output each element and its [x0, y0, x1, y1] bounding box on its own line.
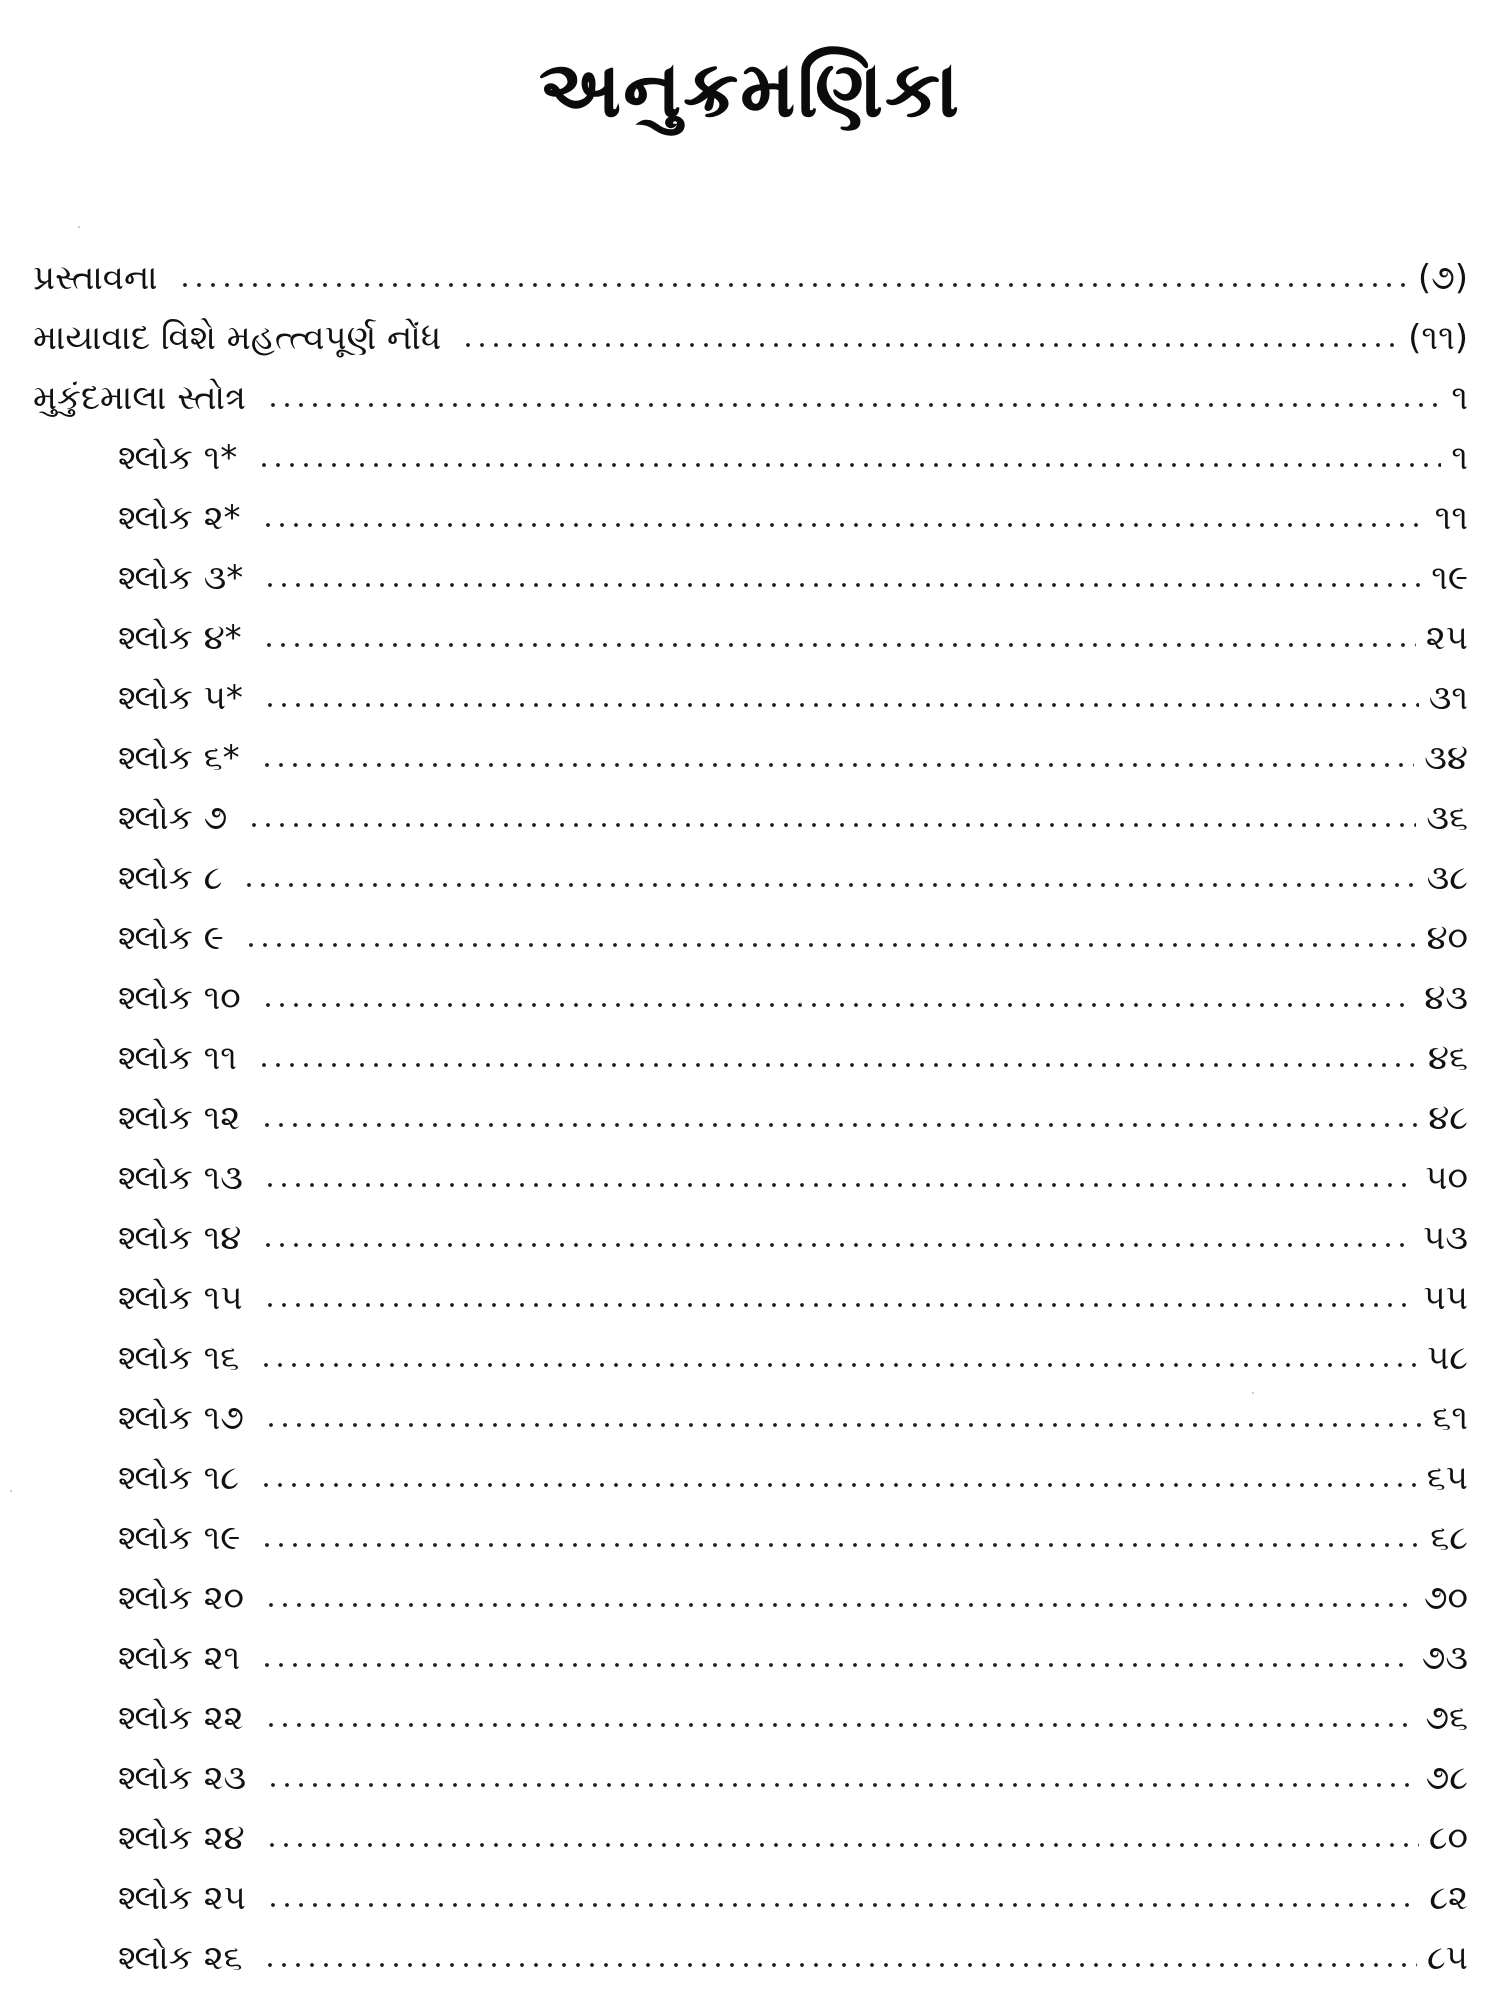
- toc-sloka-page: ૨૫: [1425, 618, 1468, 658]
- toc-entry-page: ૧: [1451, 378, 1468, 418]
- toc-sloka-entry[interactable]: [118, 1750, 1468, 1806]
- dot-leader: [242, 883, 1416, 887]
- toc-sloka-label: શ્લોક ૪*: [118, 618, 242, 658]
- toc-sloka-label: શ્લોક ૬*: [118, 738, 240, 778]
- toc-sloka-entry[interactable]: [118, 610, 1468, 666]
- toc-sloka-label: શ્લોક ૨૧: [118, 1638, 241, 1678]
- dot-leader: [244, 943, 1417, 947]
- dot-leader: [260, 1543, 1420, 1547]
- toc-sloka-entry[interactable]: [118, 1450, 1468, 1506]
- dot-leader: [265, 1843, 1419, 1847]
- toc-sloka-page: ૧૧: [1434, 498, 1468, 538]
- dot-leader: [178, 283, 1408, 287]
- dot-leader: [264, 1603, 1414, 1607]
- dot-leader: [263, 583, 1421, 587]
- dot-leader: [259, 1483, 1417, 1487]
- toc-sloka-entry[interactable]: [118, 550, 1468, 606]
- toc-entry-mayavada-note[interactable]: [33, 310, 1468, 366]
- toc-sloka-page: ૭૩: [1421, 1638, 1468, 1678]
- toc-sloka-page: ૬૫: [1426, 1458, 1468, 1498]
- dot-leader: [257, 1063, 1418, 1067]
- toc-sloka-page: ૩૪: [1424, 738, 1468, 778]
- toc-sloka-label: શ્લોક ૧૨: [118, 1098, 241, 1138]
- toc-sloka-page: ૩૮: [1426, 858, 1468, 898]
- toc-sloka-entry[interactable]: [118, 490, 1468, 546]
- toc-sloka-label: શ્લોક ૩*: [118, 558, 244, 598]
- toc-sloka-page: ૪૮: [1428, 1098, 1468, 1138]
- toc-sloka-label: શ્લોક ૧૫: [118, 1278, 243, 1318]
- toc-sloka-label: શ્લોક ૧૦: [118, 978, 241, 1018]
- toc-sloka-page: ૧૯: [1431, 558, 1468, 598]
- toc-sloka-page: ૭૬: [1425, 1698, 1468, 1738]
- toc-sloka-label: શ્લોક ૨૬: [118, 1938, 243, 1978]
- toc-sloka-label: શ્લોક ૧*: [118, 438, 238, 478]
- toc-sloka-page: ૩૬: [1426, 798, 1468, 838]
- toc-sloka-entry[interactable]: [118, 1150, 1468, 1206]
- toc-entry-preface[interactable]: [33, 250, 1468, 306]
- toc-sloka-entry[interactable]: [118, 790, 1468, 846]
- toc-entry-page: (૧૧): [1408, 318, 1468, 358]
- dot-leader: [263, 1183, 1415, 1187]
- toc-sloka-label: શ્લોક ૨૨: [118, 1698, 244, 1738]
- toc-sloka-label: શ્લોક ૧૬: [118, 1338, 240, 1378]
- toc-sloka-label: શ્લોક ૨૪: [118, 1818, 245, 1858]
- toc-sloka-page: ૩૧: [1428, 678, 1468, 718]
- toc-sloka-entry[interactable]: [118, 1270, 1468, 1326]
- toc-sloka-entry[interactable]: [118, 1390, 1468, 1446]
- toc-sloka-page: ૬૮: [1430, 1518, 1468, 1558]
- dot-leader: [266, 1903, 1419, 1907]
- toc-sloka-label: શ્લોક ૧૧: [118, 1038, 237, 1078]
- scan-speck: [800, 1002, 802, 1004]
- toc-sloka-entry[interactable]: [118, 1090, 1468, 1146]
- toc-sloka-entry[interactable]: [118, 850, 1468, 906]
- toc-sloka-entry[interactable]: [118, 430, 1468, 486]
- dot-leader: [261, 1003, 1415, 1007]
- toc-sloka-page: ૪૦: [1426, 918, 1468, 958]
- toc-sloka-page: ૪૬: [1427, 1038, 1468, 1078]
- toc-sloka-page: ૫૩: [1423, 1218, 1468, 1258]
- toc-sloka-label: શ્લોક ૧૮: [118, 1458, 239, 1498]
- toc-sloka-label: શ્લોક ૯: [118, 918, 224, 958]
- toc-sloka-page: ૭૮: [1425, 1758, 1468, 1798]
- toc-sloka-page: ૫૫: [1423, 1278, 1468, 1318]
- toc-sloka-label: શ્લોક ૭: [118, 798, 228, 838]
- dot-leader: [263, 703, 1419, 707]
- toc-sloka-label: શ્લોક ૧૪: [118, 1218, 242, 1258]
- toc-sloka-entry[interactable]: [118, 730, 1468, 786]
- dot-leader: [264, 1723, 1416, 1727]
- toc-sloka-page: ૮૫: [1426, 1938, 1468, 1978]
- toc-sloka-page: ૮૨: [1429, 1878, 1468, 1918]
- toc-sloka-entry[interactable]: [118, 910, 1468, 966]
- toc-sloka-label: શ્લોક ૨૦: [118, 1578, 244, 1618]
- dot-leader: [261, 523, 1425, 527]
- toc-entry-mukunda-mala[interactable]: [33, 370, 1468, 426]
- dot-leader: [264, 1423, 1422, 1427]
- toc-sloka-page: ૫૮: [1426, 1338, 1468, 1378]
- dot-leader: [257, 463, 1441, 467]
- scan-speck: [10, 1490, 12, 1492]
- toc-sloka-entry[interactable]: [118, 1630, 1468, 1686]
- dot-leader: [260, 1663, 1412, 1667]
- dot-leader: [247, 823, 1416, 827]
- toc-sloka-page: ૪૩: [1424, 978, 1468, 1018]
- toc-sloka-label: શ્લોક ૧૯: [118, 1518, 241, 1558]
- toc-sloka-entry[interactable]: [118, 1570, 1468, 1626]
- toc-sloka-page: ૫૦: [1425, 1158, 1468, 1198]
- dot-leader: [263, 1963, 1417, 1967]
- toc-sloka-label: શ્લોક ૮: [118, 858, 223, 898]
- toc-sloka-page: ૧: [1451, 438, 1468, 478]
- toc-entry-label: પ્રસ્તાવના: [33, 258, 158, 298]
- toc-sloka-entry[interactable]: [118, 1930, 1468, 1986]
- toc-sloka-entry[interactable]: [118, 1030, 1468, 1086]
- toc-sloka-entry[interactable]: [118, 1690, 1468, 1746]
- dot-leader: [260, 763, 1415, 767]
- toc-sloka-page: ૬૧: [1432, 1398, 1468, 1438]
- dot-leader: [261, 1243, 1413, 1247]
- dot-leader: [266, 403, 1441, 407]
- dot-leader: [461, 343, 1398, 347]
- dot-leader: [266, 1783, 1415, 1787]
- toc-sloka-label: શ્લોક ૨*: [118, 498, 241, 538]
- toc-sloka-page: ૮૦: [1428, 1818, 1468, 1858]
- scan-speck: [78, 226, 80, 228]
- toc-sloka-entry[interactable]: [118, 1510, 1468, 1566]
- toc-sloka-page: ૭૦: [1423, 1578, 1468, 1618]
- toc-sloka-label: શ્લોક ૨૫: [118, 1878, 246, 1918]
- dot-leader: [259, 1363, 1417, 1367]
- toc-sloka-label: શ્લોક ૫*: [118, 678, 243, 718]
- toc-sloka-entry[interactable]: [118, 670, 1468, 726]
- toc-sloka-entry[interactable]: [118, 970, 1468, 1026]
- toc-sloka-entry[interactable]: [118, 1330, 1468, 1386]
- toc-entry-page: (૭): [1417, 258, 1468, 298]
- toc-sloka-entry[interactable]: [118, 1810, 1468, 1866]
- dot-leader: [260, 1123, 1418, 1127]
- page-title: અનુક્રમણિકા: [538, 45, 962, 135]
- dot-leader: [263, 1303, 1414, 1307]
- toc-sloka-label: શ્લોક ૨૩: [118, 1758, 247, 1798]
- toc-entry-label: માયાવાદ વિશે મહત્ત્વપૂર્ણ નોંધ: [33, 318, 442, 358]
- toc-sloka-label: શ્લોક ૧૩: [118, 1158, 243, 1198]
- toc-sloka-entry[interactable]: [118, 1210, 1468, 1266]
- toc-sloka-label: શ્લોક ૧૭: [118, 1398, 244, 1438]
- dot-leader: [262, 643, 1416, 647]
- scan-speck: [1252, 1392, 1254, 1394]
- toc-entry-label: મુકુંદમાલા સ્તોત્ર: [33, 378, 246, 418]
- toc-sloka-entry[interactable]: [118, 1870, 1468, 1926]
